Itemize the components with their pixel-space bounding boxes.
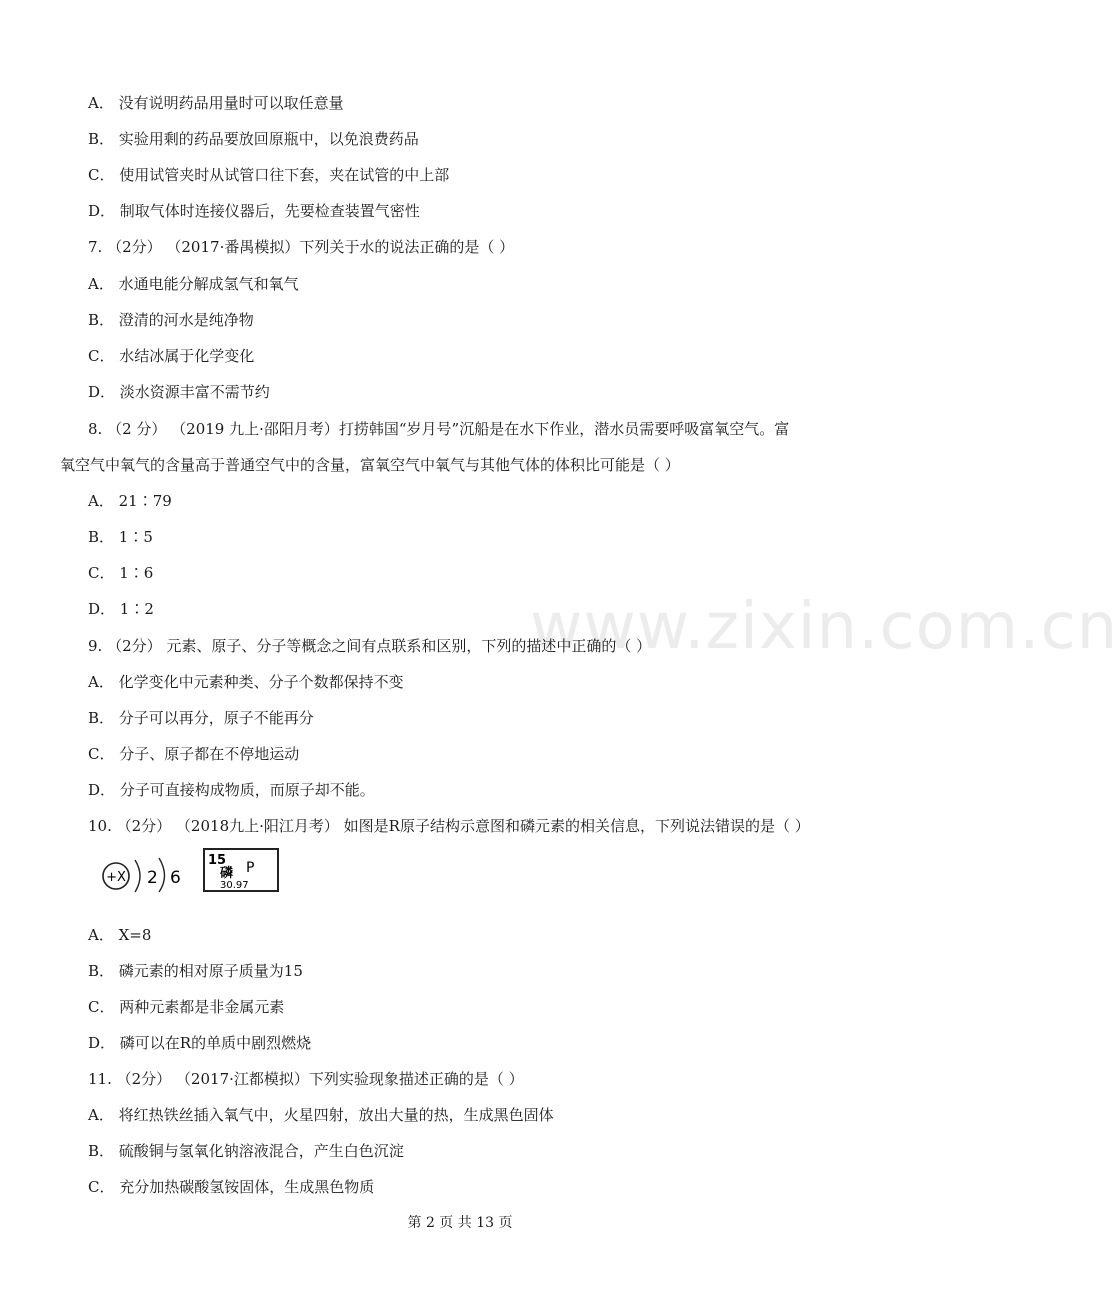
q7-option-d: D． 淡水资源丰富不需节约 [88,383,270,401]
q8-option-c: C． 1∶6 [88,564,154,582]
watermark: www.zixin.com.cn [530,590,1118,664]
q11-option-c: C． 充分加热碳酸氢铵固体，生成黑色物质 [88,1178,375,1196]
element-name: 磷 [220,866,234,881]
q8-stem-line2: 氧空气中氧气的含量高于普通空气中的含量，富氧空气中氧气与其他气体的体积比可能是（ ） [60,456,680,474]
q9-stem: 9. （2分） 元素、原子、分子等概念之间有点联系和区别，下列的描述中正确的（ ） [88,637,652,655]
q10-option-c: C． 两种元素都是非金属元素 [88,998,285,1016]
electron-shell-arc-1 [135,860,140,892]
q8-stem-line1: 8. （2 分） （2019 九上·邵阳月考）打捞韩国“岁月号”沉船是在水下作业，潜水员需要呼吸富氧空气。富 [88,420,790,438]
q9-option-c: C． 分子、原子都在不停地运动 [88,745,300,763]
atom-structure-figure [96,848,296,892]
q11-option-a: A． 将红热铁丝插入氧气中，火星四射，放出大量的热，生成黑色固体 [88,1106,554,1124]
q10-option-d: D． 磷可以在R的单质中剧烈燃烧 [88,1034,312,1052]
q9-option-a: A． 化学变化中元素种类、分子个数都保持不变 [88,673,404,691]
q7-stem: 7. （2分） （2017·番禺模拟）下列关于水的说法正确的是（ ） [88,238,515,256]
q7-option-b: B． 澄清的河水是纯净物 [88,311,254,329]
q6-option-c: C． 使用试管夹时从试管口往下套，夹在试管的中上部 [88,166,450,184]
q9-option-b: B． 分子可以再分，原子不能再分 [88,709,314,727]
shell1-electrons: 2 [147,868,158,888]
q6-option-a: A． 没有说明药品用量时可以取任意量 [88,94,344,112]
q10-option-b: B． 磷元素的相对原子质量为15 [88,962,303,980]
page-footer: 第 2 页 共 13 页 [407,1215,513,1231]
q8-option-b: B． 1∶5 [88,528,153,546]
atomic-mass: 30.97 [220,880,249,891]
q9-option-d: D． 分子可直接构成物质，而原子却不能。 [88,781,375,799]
q10-stem: 10. （2分） （2018九上·阳江月考） 如图是R原子结构示意图和磷元素的相关信息，下列说法错误的是（ ） [88,817,810,835]
q11-stem: 11. （2分） （2017·江都模拟）下列实验现象描述正确的是（ ） [88,1070,524,1088]
element-symbol: P [246,860,255,876]
q7-option-a: A． 水通电能分解成氢气和氧气 [88,275,299,293]
q10-option-a: A． X=8 [88,926,152,944]
q8-option-a: A． 21∶79 [88,492,172,510]
q6-option-b: B． 实验用剩的药品要放回原瓶中，以免浪费药品 [88,130,419,148]
q11-option-b: B． 硫酸铜与氢氧化钠溶液混合，产生白色沉淀 [88,1142,404,1160]
shell2-electrons: 6 [170,868,181,888]
electron-shell-arc-2 [159,858,165,892]
q8-option-d: D． 1∶2 [88,600,154,618]
q6-option-d: D． 制取气体时连接仪器后，先要检查装置气密性 [88,202,420,220]
q7-option-c: C． 水结冰属于化学变化 [88,347,255,365]
nucleus-label: +X [106,870,126,885]
atomic-number: 15 [208,853,227,868]
